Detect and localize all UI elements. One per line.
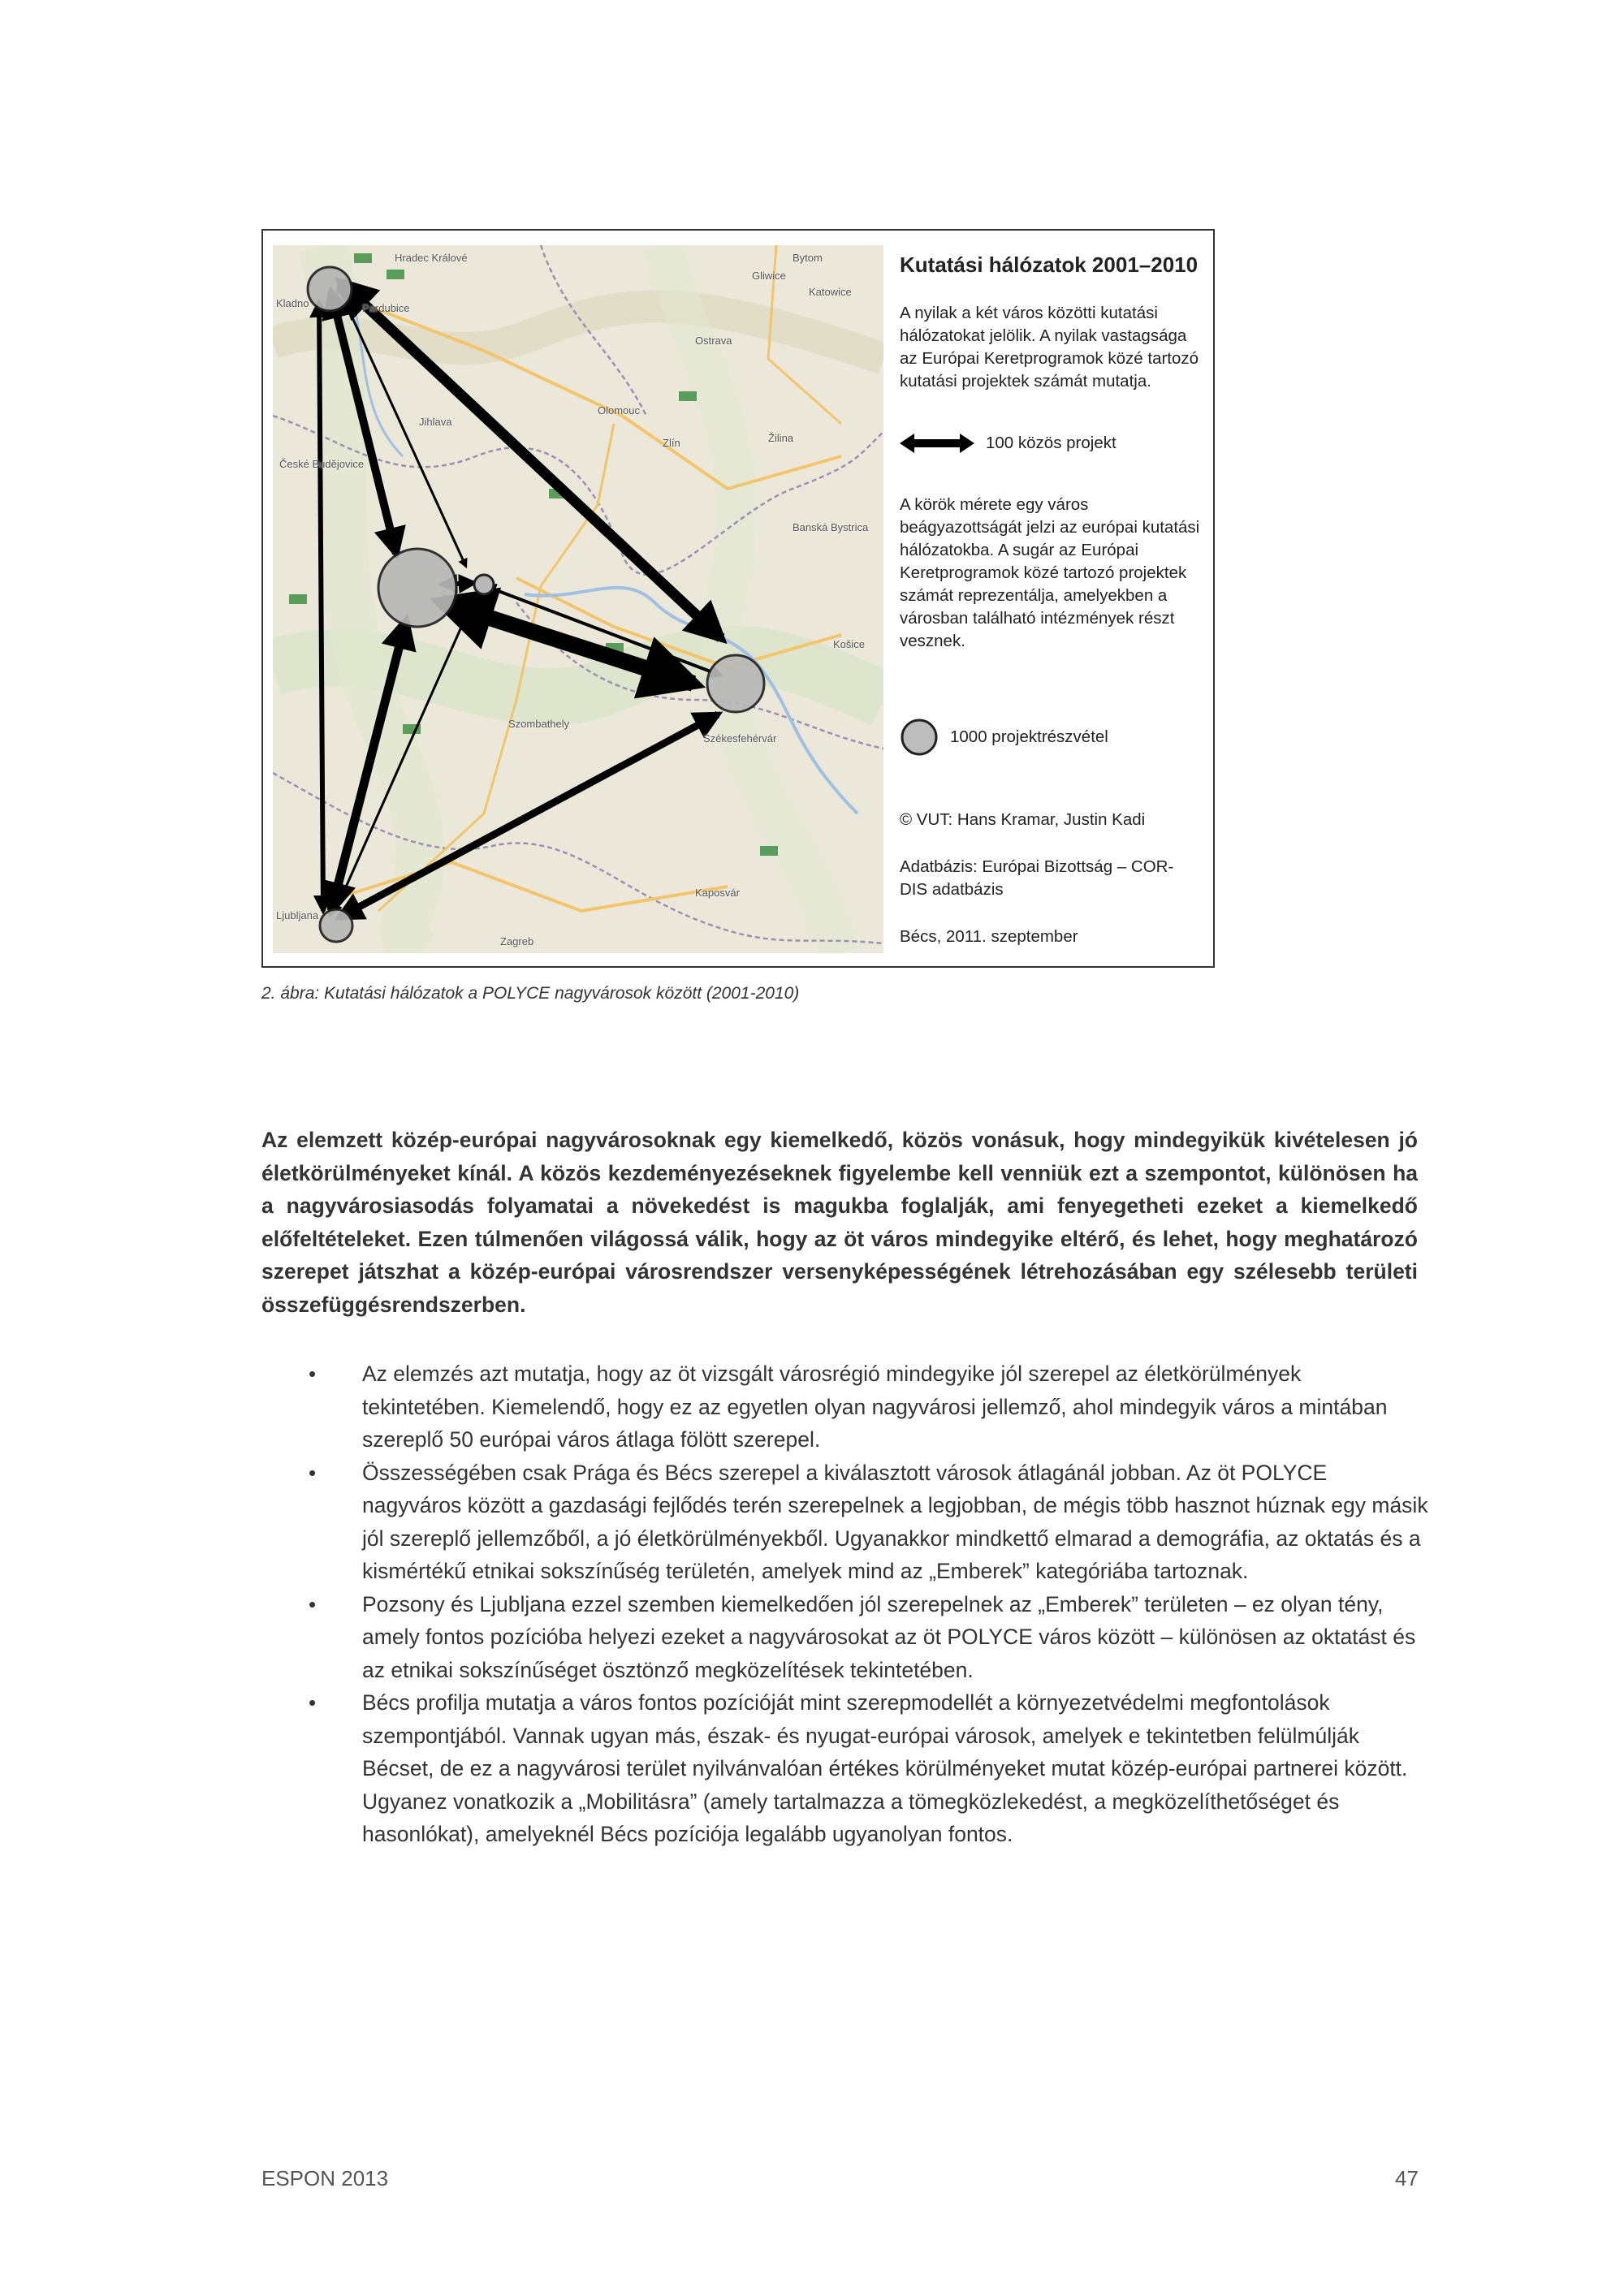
bullet-list [309, 1357, 1429, 1851]
list-item-text: Összességében csak Prága és Bécs szerepel a kiválasztott városok átlagánál jobban. Az öt POLYCE nagyváros között a gazdasági fejlődés terén szerepelnek a legjobban, de mégis több hasznot húznak egy másik jól szereplő jellemzőből, a jó életkörülményekből. Ugyanakkor mindkettő elmarad a demográfia, az oktatás és a kismértékű etnikai sokszínűség területén, amelyek mind az „Emberek” kategóriába tartoznak. [362, 1460, 1428, 1583]
legend-arrow-key [900, 432, 1116, 455]
map-label-hradec: Hradec Králové [395, 252, 468, 264]
circle-icon [900, 718, 939, 757]
figure-caption: 2. ábra: Kutatási hálózatok a POLYCE nagyvárosok között (2001-2010) [261, 984, 800, 1003]
list-item [309, 1457, 1429, 1588]
map-label-katowice: Katowice [809, 286, 852, 298]
list-item-text: Bécs profilja mutatja a város fontos pozícióját mint szerepmodellét a környezetvédelmi megfontolások szempontjából. Vannak ugyan más, észak- és nyugat-európai városok, amelyek e tekintetben felülmúlják Bécset, de ez a nagyvárosi terület nyilvánvalóan értékes körülményeket mutat közép-európai partnerei között. Ugyanez vonatkozik a „Mobilitásra” (amely tartalmazza a tömegközlekedést, a megközelíthetőséget és hasonlókat), amelyeknél Bécs pozíciója legalább ugyanolyan fontos. [362, 1690, 1408, 1846]
city-circle-bratislava [474, 575, 494, 594]
list-item [309, 1588, 1429, 1687]
map-label-zlin: Zlín [663, 437, 680, 449]
map-label-szekesfehervar: Székesfehérvár [703, 732, 777, 744]
bullet-icon: • [309, 1362, 317, 1386]
legend-database: Adatbázis: Európai Bizottság – COR-DIS adatbázis [900, 857, 1174, 899]
bullet-icon: • [309, 1460, 317, 1485]
map [273, 245, 883, 953]
map-label-ceske: České Budějovice [279, 458, 365, 470]
map-label-olomouc: Olomouc [598, 404, 641, 416]
list-item [309, 1357, 1429, 1457]
list-item-text: Pozsony és Ljubljana ezzel szemben kiemelkedően jól szerepelnek az „Emberek” területen – ez olyan tény, amely fontos pozícióba helyezi ezeket a nagyvárosokat az öt POLYCE város között – különösen az oktatást és az etnikai sokszínűséget ösztönző megközelítések tekintetében. [362, 1591, 1416, 1682]
double-arrow-icon [900, 434, 974, 453]
map-label-ljubljana: Ljubljana [276, 909, 319, 921]
legend-credit: © VUT: Hans Kramar, Justin Kadi [900, 810, 1146, 829]
city-circle-wien [378, 549, 456, 627]
map-label-kaposvar: Kaposvár [695, 887, 740, 899]
map-label-kosice: Košice [833, 638, 866, 650]
lead-paragraph: Az elemzett közép-európai nagyvárosoknak egy kiemelkedő, közös vonásuk, hogy mindegyikük kivételesen jó életkörülményeket kínál. A közös kezdeményezéseknek figyelembe kell venniük ezt a szempontot, különösen ha a nagyvárosiasodás folyamatai a növekedést is magukba foglalják, ami fenyegetheti ezeket a kiemelkedő előfeltételeket. Ezen túlmenően világossá válik, hogy az öt város mindegyike eltérő, és lehet, hogy meghatározó szerepet játszhat a közép-európai városrendszer versenyképességének létrehozásában egy szélesebb területi összefüggésrendszerben. [261, 1128, 1418, 1317]
city-circle-budapest [707, 655, 764, 712]
map-label-pardubice: Pardubice [362, 302, 410, 314]
map-label-banska: Banská Bystrica [793, 521, 869, 533]
map-graphic [273, 245, 883, 953]
map-label-zagreb: Zagreb [500, 935, 534, 947]
list-item [309, 1686, 1429, 1851]
legend-title: Kutatási hálózatok 2001–2010 [900, 252, 1199, 277]
bullet-icon: • [309, 1591, 317, 1616]
list-item-text: Az elemzés azt mutatja, hogy az öt vizsgált városrégió mindegyike jól szerepel az életkörülmények tekintetében. Kiemelendő, hogy ez az egyetlen olyan nagyvárosi jellemző, ahol mindegyik város a mintában szereplő 50 európai város átlaga fölött szerepel. [362, 1362, 1388, 1452]
map-label-bytom: Bytom [793, 252, 823, 264]
legend-circle-key-label: 1000 projektrészvétel [950, 727, 1108, 746]
map-label-kladno: Kladno [276, 297, 309, 309]
map-label-zilina: Žilina [768, 432, 794, 444]
bullet-icon: • [309, 1690, 317, 1715]
map-label-jihlava: Jihlava [419, 416, 452, 428]
figure-frame [261, 229, 1215, 968]
legend-circle-key [900, 718, 1108, 757]
legend-arrow-key-label: 100 közös projekt [986, 434, 1116, 452]
legend-arrows-text: A nyilak a két város közötti kutatási hálózatokat jelölik. A nyilak vastagsága az Európai Keretprogramok közé tartozó kutatási projektek számát mutatja. [900, 304, 1199, 391]
page-number: 47 [1395, 2166, 1419, 2190]
footer-program: ESPON 2013 [261, 2166, 389, 2190]
legend-place-date: Bécs, 2011. szeptember [900, 927, 1078, 946]
map-legend [900, 245, 1200, 953]
map-label-gliwice: Gliwice [752, 270, 786, 282]
map-label-szombathely: Szombathely [508, 718, 570, 730]
map-label-ostrava: Ostrava [695, 334, 732, 347]
legend-circles-text: A körök mérete egy város beágyazottságát jelzi az európai kutatási hálózatokba. A sugár az Európai Keretprogramok közé tartozó projektek számát reprezentálja, amelyekben a városban található intézmények részt vesznek. [900, 495, 1200, 650]
city-circle-praha [308, 267, 352, 311]
city-circle-ljubljana [320, 909, 352, 942]
